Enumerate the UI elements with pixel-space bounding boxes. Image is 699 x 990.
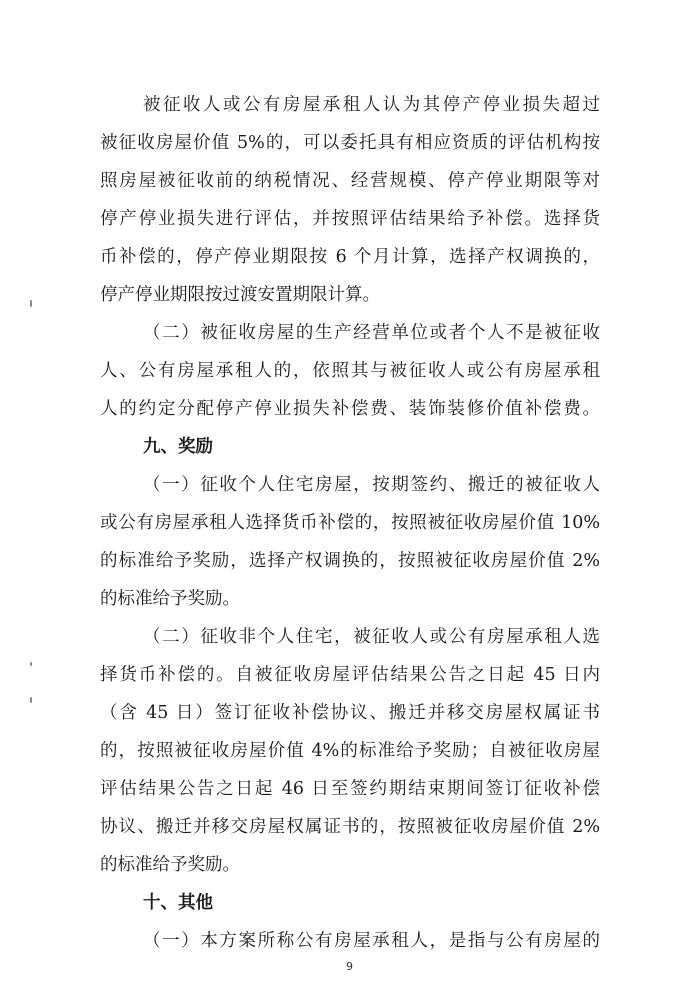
paragraph-line: 停产停业期限按过渡安置期限计算。 bbox=[100, 285, 380, 305]
paragraph-line: （一）征收个人住宅房屋，按期签约、搬迁的被征收人 bbox=[143, 475, 600, 495]
paragraph-line: 评估结果公告之日起 46 日至签约期结束期间签订征收补偿 bbox=[100, 779, 600, 799]
paragraph-line: 人的约定分配停产停业损失补偿费、装饰装修价值补偿费。 bbox=[100, 399, 600, 419]
paragraph-line: 停产停业损失进行评估，并按照评估结果给予补偿。选择货 bbox=[100, 209, 600, 229]
paragraph-line: （含 45 日）签订征收补偿协议、搬迁并移交房屋权属证书 bbox=[100, 703, 600, 723]
scan-mark bbox=[30, 300, 32, 307]
section-heading-reward: 九、奖励 bbox=[143, 437, 213, 457]
section-heading-other: 十、其他 bbox=[143, 893, 213, 913]
paragraph-line: 被征收房屋价值 5%的，可以委托具有相应资质的评估机构按 bbox=[100, 133, 600, 153]
paragraph-line: 人、公有房屋承租人的，依照其与被征收人或公有房屋承租 bbox=[100, 361, 600, 381]
paragraph-line: 的标准给予奖励，选择产权调换的，按照被征收房屋价值 2% bbox=[100, 551, 600, 571]
paragraph-line: 的标准给予奖励。 bbox=[100, 855, 240, 875]
scan-mark bbox=[30, 697, 32, 703]
paragraph-line: 被征收人或公有房屋承租人认为其停产停业损失超过 bbox=[143, 95, 600, 115]
paragraph-line: 币补偿的，停产停业期限按 6 个月计算，选择产权调换的， bbox=[100, 247, 600, 267]
paragraph-line: 择货币补偿的。自被征收房屋评估结果公告之日起 45 日内 bbox=[100, 665, 600, 685]
paragraph-line: 照房屋被征收前的纳税情况、经营规模、停产停业期限等对 bbox=[100, 171, 600, 191]
scan-mark bbox=[30, 662, 32, 666]
paragraph-line: 协议、搬迁并移交房屋权属证书的，按照被征收房屋价值 2% bbox=[100, 817, 600, 837]
paragraph-line: 或公有房屋承租人选择货币补偿的，按照被征收房屋价值 10% bbox=[100, 513, 600, 533]
paragraph-line: （二）被征收房屋的生产经营单位或者个人不是被征收 bbox=[143, 323, 600, 343]
paragraph-line: 的标准给予奖励。 bbox=[100, 589, 240, 609]
paragraph-line: 的，按照被征收房屋价值 4%的标准给予奖励；自被征收房屋 bbox=[100, 741, 600, 761]
paragraph-line: （一）本方案所称公有房屋承租人，是指与公有房屋的 bbox=[143, 931, 600, 951]
paragraph-line: （二）征收非个人住宅，被征收人或公有房屋承租人选 bbox=[143, 627, 600, 647]
page-number: 9 bbox=[346, 960, 353, 973]
